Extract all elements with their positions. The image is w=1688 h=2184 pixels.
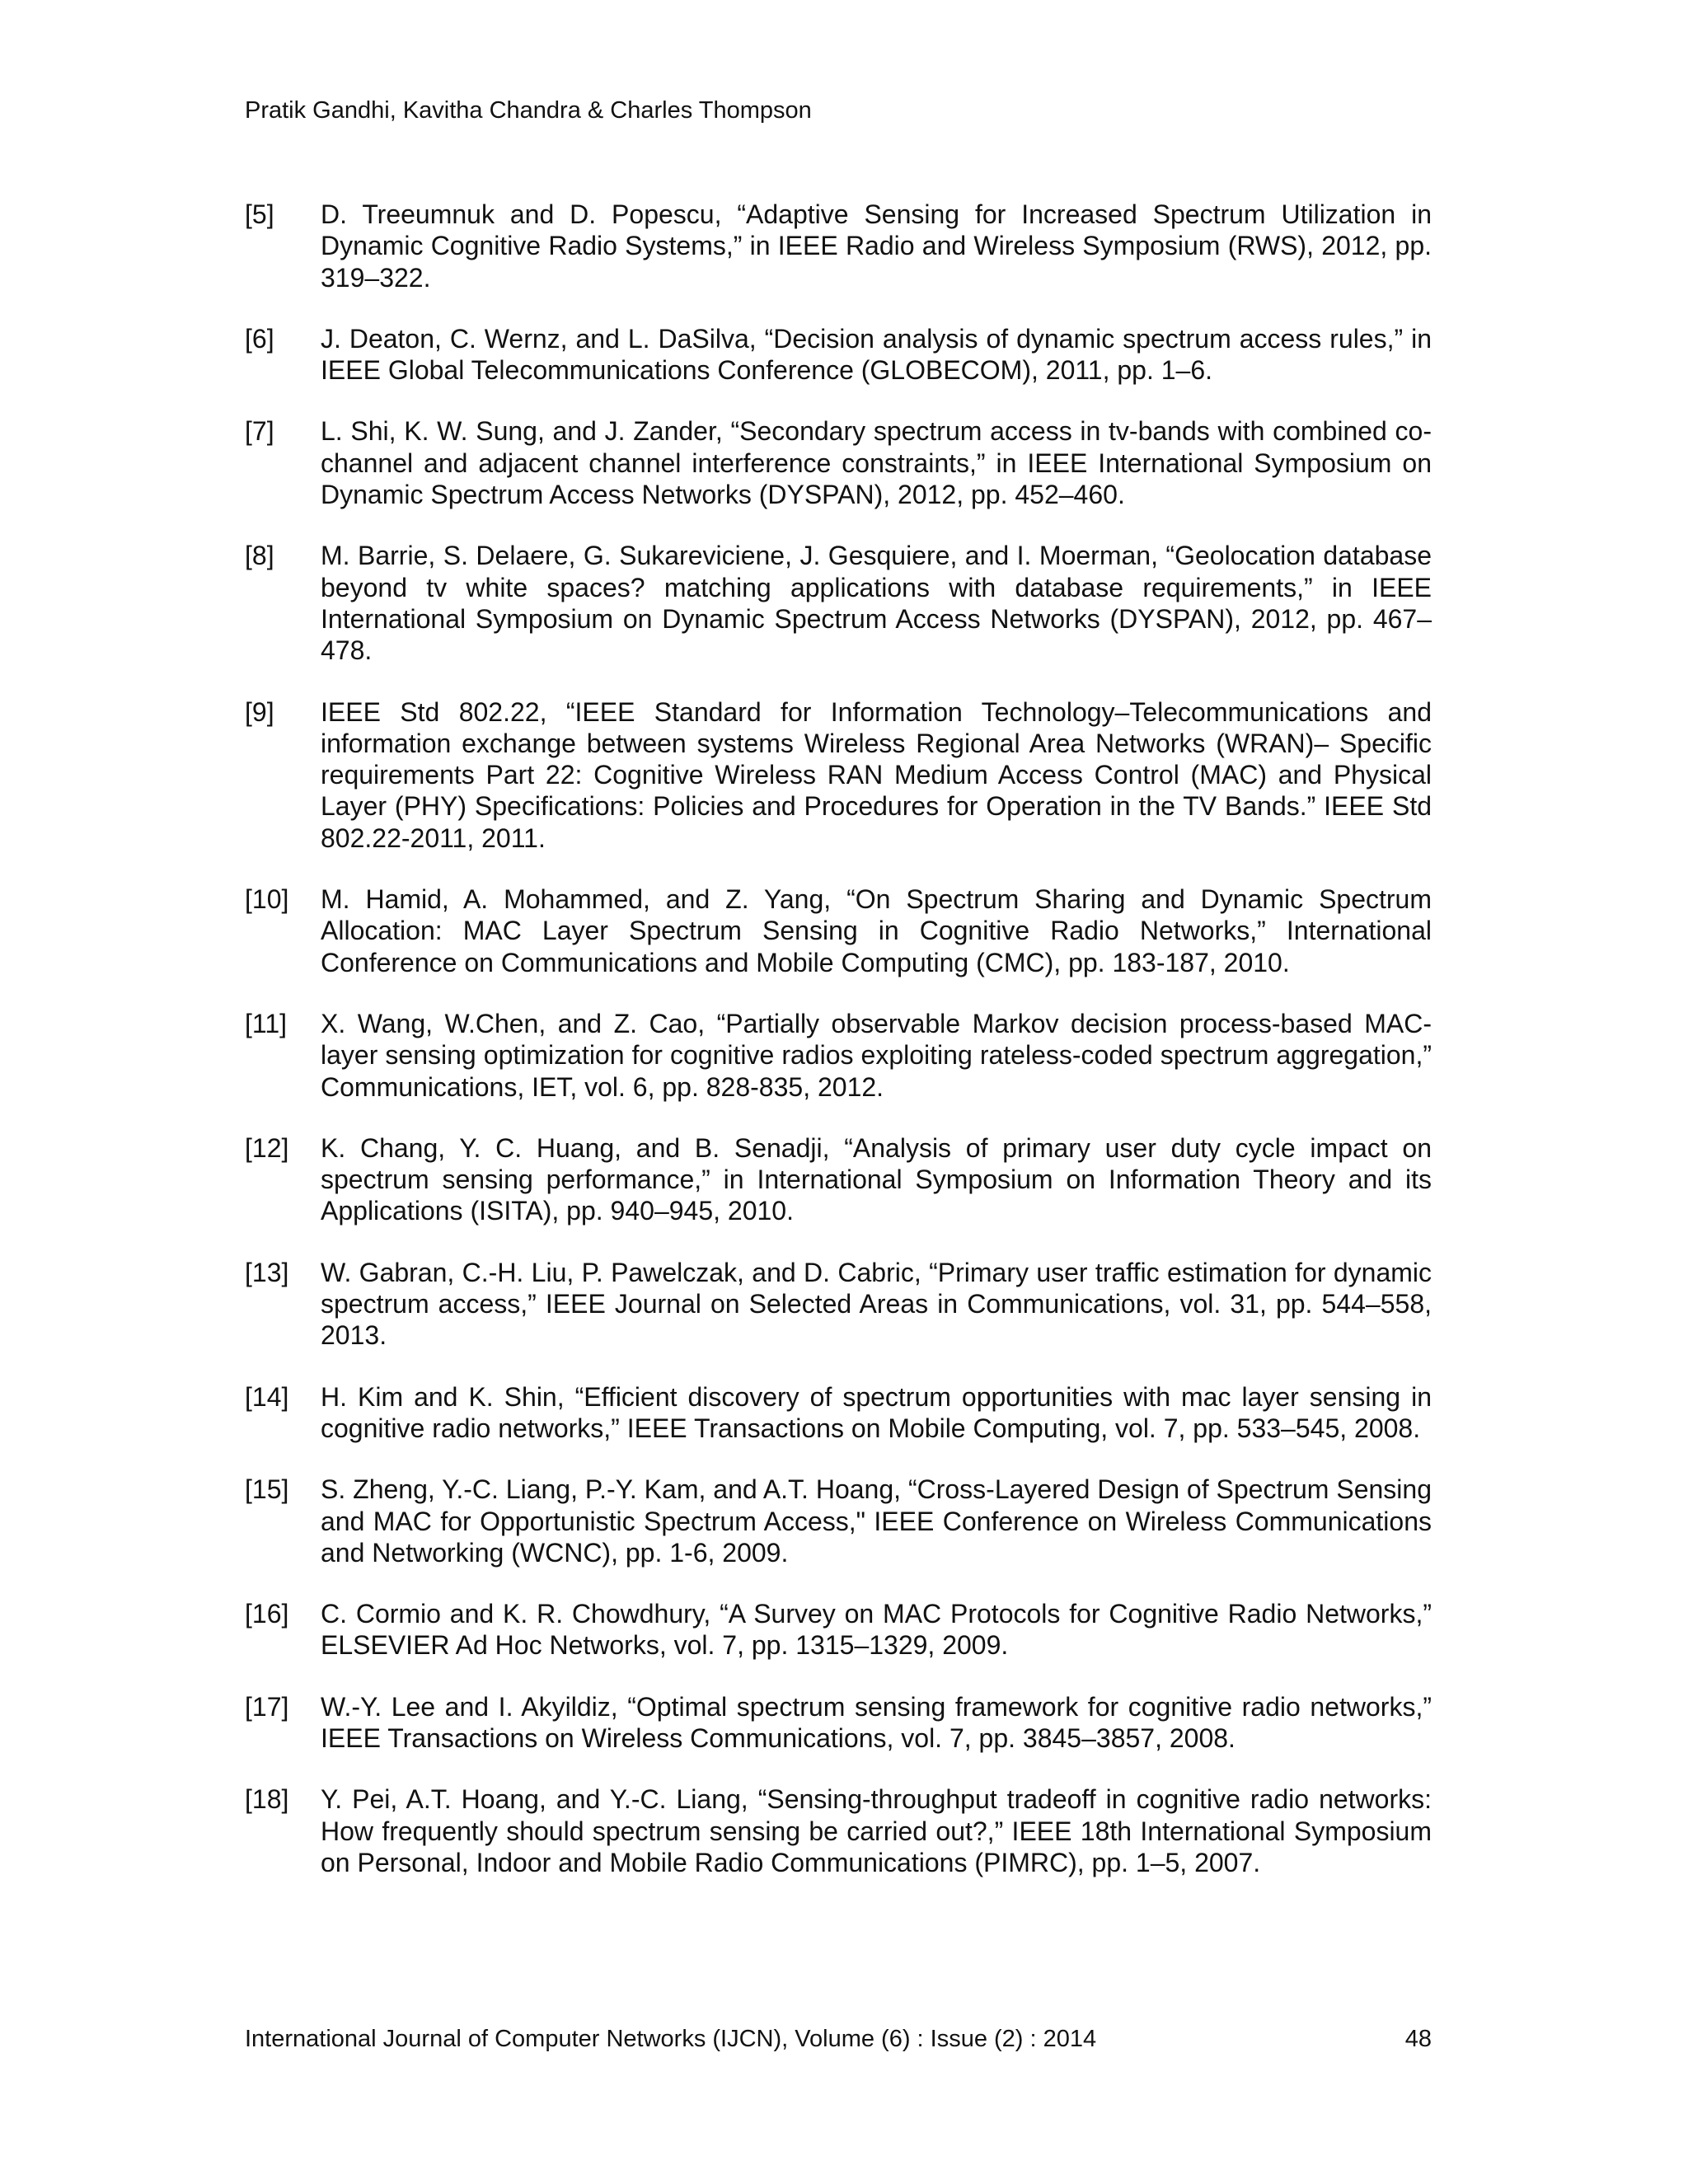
reference-text: IEEE Std 802.22, “IEEE Standard for Information Technology–Telecommunications and information exchange between systems Wireless Regional Area Networks (WRAN)– Specific requirements Part 22: Cognitive Wireless RAN Medium Access Control (MAC) and Physical Layer (PHY) Specifications: Policies and Procedures for Operation in the TV Bands.” IEEE Std 802.22-2011, 2011. — [321, 696, 1432, 853]
reference-text: C. Cormio and K. R. Chowdhury, “A Survey on MAC Protocols for Cognitive Radio Networks,” ELSEVIER Ad Hoc Networks, vol. 7, pp. 1315–1329, 2009. — [321, 1599, 1432, 1661]
reference-item — [245, 1132, 1432, 1227]
reference-number: [9] — [245, 696, 274, 727]
reference-item — [245, 1783, 1432, 1878]
reference-number: [6] — [245, 323, 274, 354]
reference-item — [245, 883, 1432, 978]
reference-item — [245, 1691, 1432, 1755]
journal-citation: International Journal of Computer Networks (IJCN), Volume (6) : Issue (2) : 2014 — [245, 2026, 1097, 2052]
reference-number: [11] — [245, 1008, 287, 1038]
reference-item — [245, 1008, 1432, 1103]
reference-text: J. Deaton, C. Wernz, and L. DaSilva, “Decision analysis of dynamic spectrum access rules,” in IEEE Global Telecommunications Conference (GLOBECOM), 2011, pp. 1–6. — [321, 323, 1432, 386]
reference-text: D. Treeumnuk and D. Popescu, “Adaptive Sensing for Increased Spectrum Utilization in Dynamic Cognitive Radio Systems,” in IEEE Radio and Wireless Symposium (RWS), 2012, pp. 319–322. — [321, 199, 1432, 293]
reference-item — [245, 199, 1432, 293]
reference-item — [245, 1257, 1432, 1352]
reference-item — [245, 1598, 1432, 1661]
reference-text: K. Chang, Y. C. Huang, and B. Senadji, “Analysis of primary user duty cycle impact on spectrum sensing performance,” in International Symposium on Information Theory and its Applications (ISITA), pp. 940–945, 2010. — [321, 1132, 1432, 1226]
reference-text: L. Shi, K. W. Sung, and J. Zander, “Secondary spectrum access in tv-bands with combined co-channel and adjacent channel interference constraints,” in IEEE International Symposium on Dynamic Spectrum Access Networks (DYSPAN), 2012, pp. 452–460. — [321, 416, 1432, 510]
reference-number: [13] — [245, 1257, 289, 1287]
reference-number: [16] — [245, 1599, 289, 1629]
reference-number: [17] — [245, 1691, 289, 1722]
reference-text: W.-Y. Lee and I. Akyildiz, “Optimal spectrum sensing framework for cognitive radio networks,” IEEE Transactions on Wireless Communications, vol. 7, pp. 3845–3857, 2008. — [321, 1691, 1432, 1753]
reference-text: X. Wang, W.Chen, and Z. Cao, “Partially observable Markov decision process-based MAC-layer sensing optimization for cognitive radios exploiting rateless-coded spectrum aggregation,” Communications, IET, vol. 6, pp. 828-835, 2012. — [321, 1008, 1432, 1102]
reference-number: [5] — [245, 199, 274, 229]
reference-item — [245, 415, 1432, 510]
reference-item — [245, 540, 1432, 666]
reference-item — [245, 1381, 1432, 1445]
reference-text: Y. Pei, A.T. Hoang, and Y.-C. Liang, “Sensing-throughput tradeoff in cognitive radio networks: How frequently should spectrum sensing be carried out?,” IEEE 18th International Symposium on Personal, Indoor and Mobile Radio Communications (PIMRC), pp. 1–5, 2007. — [321, 1784, 1432, 1877]
reference-text: M. Barrie, S. Delaere, G. Sukareviciene, J. Gesquiere, and I. Moerman, “Geolocation database beyond tv white spaces? matching applications with database requirements,” in IEEE International Symposium on Dynamic Spectrum Access Networks (DYSPAN), 2012, pp. 467–478. — [321, 541, 1432, 666]
reference-item — [245, 696, 1432, 854]
reference-item — [245, 323, 1432, 387]
reference-number: [15] — [245, 1474, 289, 1505]
reference-list — [245, 199, 1432, 1908]
reference-text: M. Hamid, A. Mohammed, and Z. Yang, “On Spectrum Sharing and Dynamic Spectrum Allocation: MAC Layer Spectrum Sensing in Cognitive Radio Networks,” International Conference on Communications and Mobile Computing (CMC), pp. 183-187, 2010. — [321, 884, 1432, 977]
reference-number: [7] — [245, 416, 274, 447]
reference-text: H. Kim and K. Shin, “Efficient discovery of spectrum opportunities with mac layer sensing in cognitive radio networks,” IEEE Transactions on Mobile Computing, vol. 7, pp. 533–545, 2008. — [321, 1381, 1432, 1443]
reference-number: [14] — [245, 1381, 289, 1412]
reference-item — [245, 1474, 1432, 1568]
reference-text: W. Gabran, C.-H. Liu, P. Pawelczak, and D. Cabric, “Primary user traffic estimation for dynamic spectrum access,” IEEE Journal on Selected Areas in Communications, vol. 31, pp. 544–558, 2013. — [321, 1257, 1432, 1351]
reference-number: [8] — [245, 541, 274, 571]
reference-number: [10] — [245, 884, 289, 915]
reference-number: [12] — [245, 1132, 289, 1163]
running-header: Pratik Gandhi, Kavitha Chandra & Charles Thompson — [245, 97, 812, 124]
page-number: 48 — [1404, 2026, 1432, 2052]
reference-number: [18] — [245, 1784, 289, 1815]
reference-text: S. Zheng, Y.-C. Liang, P.-Y. Kam, and A.T. Hoang, “Cross-Layered Design of Spectrum Sensing and MAC for Opportunistic Spectrum Access," IEEE Conference on Wireless Communications and Networking (WCNC), pp. 1-6, 2009. — [321, 1474, 1432, 1568]
